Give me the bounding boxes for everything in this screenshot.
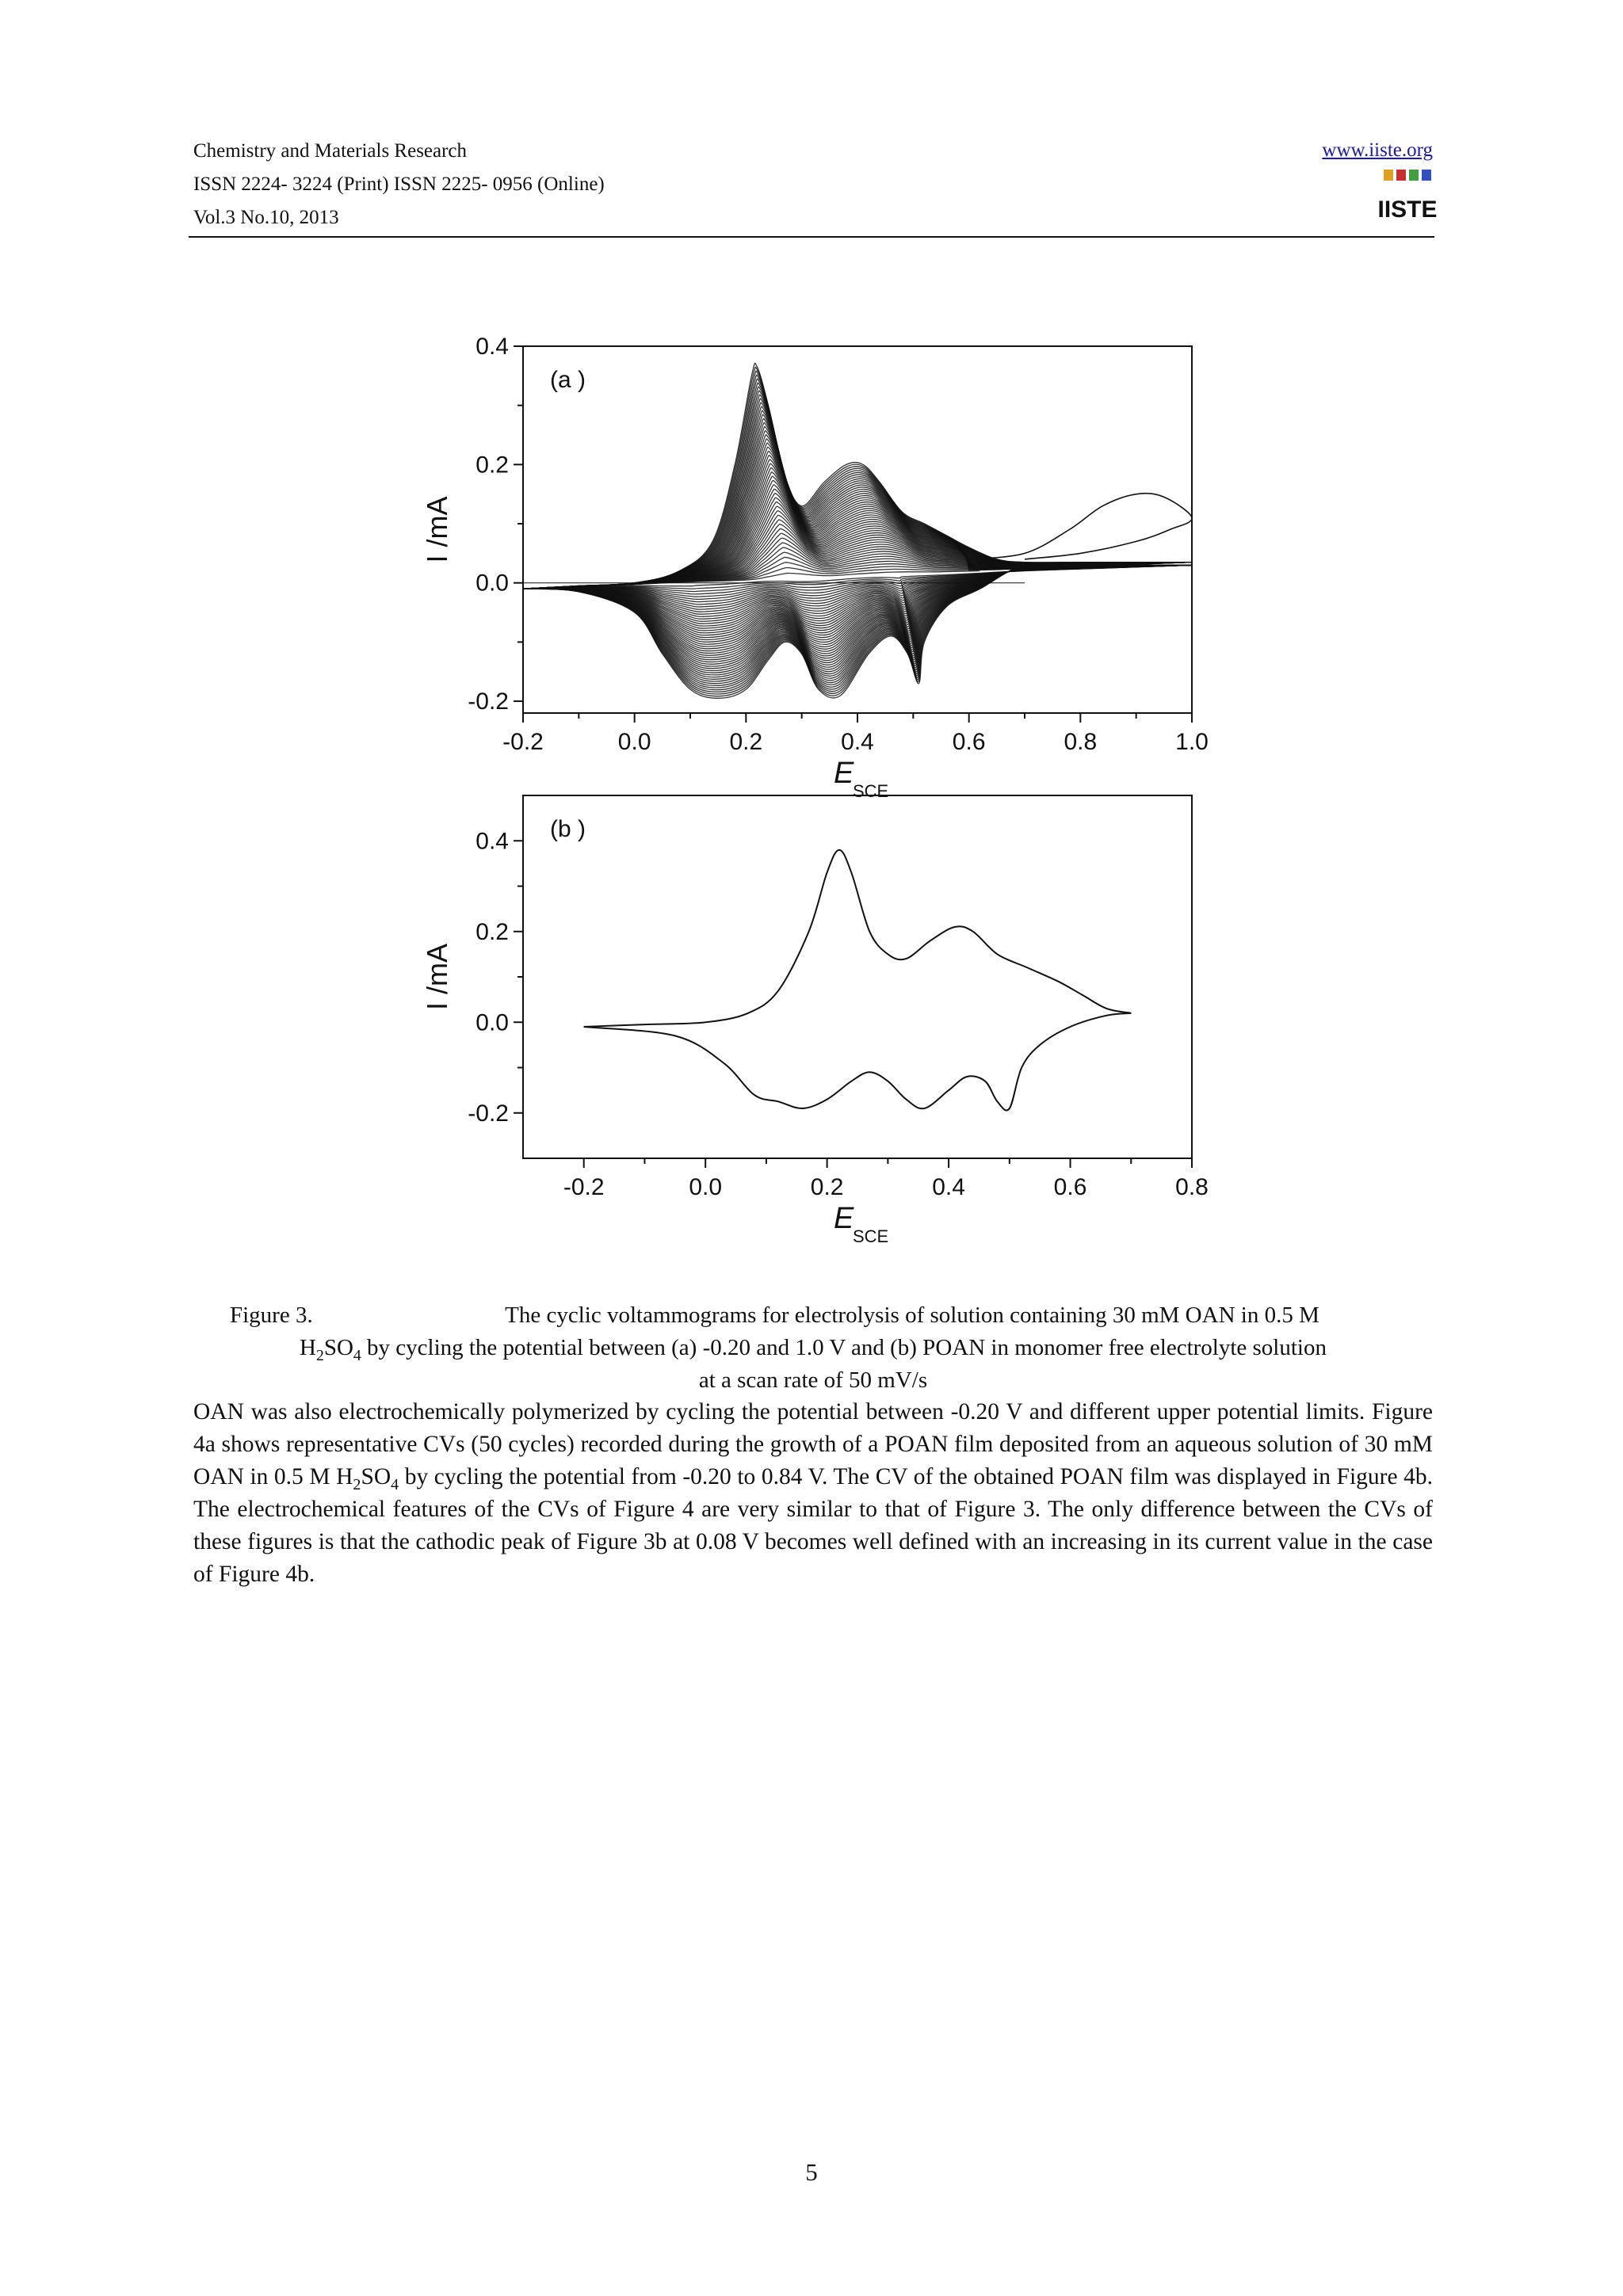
panel-label: (a ) — [550, 367, 586, 393]
y-tick-label: 0.4 — [475, 334, 509, 360]
x-tick-label: 1.0 — [1175, 729, 1209, 755]
x-tick-label: 0.4 — [932, 1174, 965, 1200]
x-axis-label: E — [834, 1202, 854, 1235]
figure-caption-line3: at a scan rate of 50 mV/s — [698, 1367, 928, 1393]
y-tick-label: -0.2 — [468, 1100, 509, 1127]
x-tick-label: 0.2 — [810, 1174, 844, 1200]
caption-text-1: The cyclic voltammograms for electrolysis of solution containing 30 mM OAN in 0.5 M — [505, 1302, 1319, 1328]
journal-url-link[interactable]: www.iiste.org — [1322, 139, 1433, 161]
y-tick-label: 0.0 — [475, 1009, 509, 1036]
x-tick-label: 0.8 — [1175, 1174, 1209, 1200]
issn-line: ISSN 2224- 3224 (Print) ISSN 2225- 0956 (Online) — [193, 174, 605, 195]
y-tick-label: 0.2 — [475, 918, 509, 945]
page-number: 5 — [805, 2158, 818, 2186]
journal-name: Chemistry and Materials Research — [193, 140, 468, 162]
x-axis-label-sub: SCE — [853, 781, 889, 801]
y-tick-label: -0.2 — [468, 688, 509, 715]
chart-b-frame — [523, 795, 1192, 1158]
figure-caption-line1 — [193, 1299, 1433, 1331]
y-tick-label: 0.2 — [475, 452, 509, 479]
x-tick-label: 0.4 — [841, 729, 874, 755]
x-axis-label-sub: SCE — [853, 1226, 889, 1246]
series-cathodic — [584, 1013, 1132, 1111]
volume-line: Vol.3 No.10, 2013 — [193, 207, 339, 228]
x-tick-label: 0.6 — [952, 729, 986, 755]
panel-label: (b ) — [550, 816, 586, 842]
x-axis-label: E — [834, 757, 854, 790]
series-anodic — [584, 850, 1132, 1027]
logo-text: IISTE — [1377, 196, 1438, 223]
y-axis-label: I /mA — [421, 496, 453, 563]
y-axis-label: I /mA — [421, 943, 453, 1011]
x-tick-label: 0.8 — [1064, 729, 1098, 755]
x-tick-label: 0.6 — [1053, 1174, 1087, 1200]
x-tick-label: 0.0 — [617, 729, 651, 755]
body-paragraph: OAN was also electrochemically polymerized by cycling the potential between -0.20 V and different upper potential limits. Figure 4a shows representative CVs (50 cycles) recorded during the growth of a POAN film deposited from an aqueous solution of 30 mM OAN in 0.5 M $H_2SO_4$ by cycling the potential from -0.20 to 0.84 V. The CV of the obtained POAN film was displayed in Figure 4b. The electrochemical features of the CVs of Figure 4 are very similar to that of Figure 3. The only difference between the CVs of these figures is that the cathodic peak of Figure 3b at 0.08 V becomes well defined with an increasing in its current value in the case of Figure 4b. — [193, 1399, 1433, 1587]
y-tick-label: 0.0 — [475, 570, 509, 597]
y-tick-label: 0.4 — [475, 828, 509, 855]
x-tick-label: 0.2 — [729, 729, 763, 755]
figure-caption-label: Figure 3. — [230, 1302, 313, 1328]
x-tick-label: 0.0 — [689, 1174, 723, 1200]
x-tick-label: -0.2 — [502, 729, 544, 755]
x-tick-label: -0.2 — [563, 1174, 605, 1200]
figure-caption-line2: $H_2SO_4$ by cycling the potential between (a) -0.20 and 1.0 V and (b) POAN in monomer free electrolyte solution — [300, 1335, 1327, 1364]
chart-b-plot — [421, 795, 1209, 1246]
